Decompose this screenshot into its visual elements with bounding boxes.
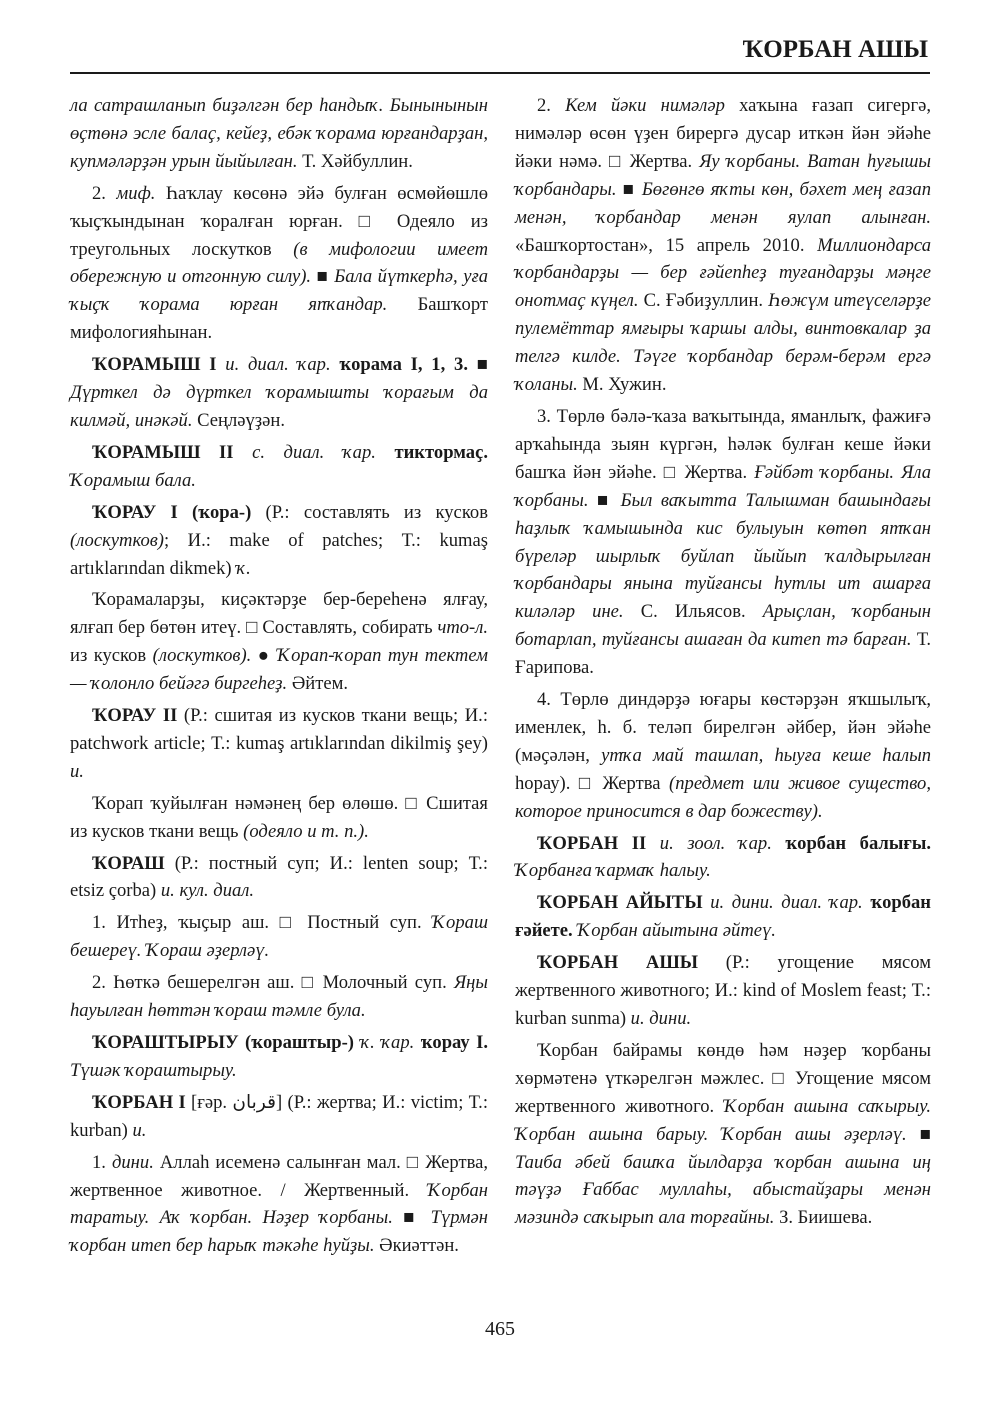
italic-text: и. дини. <box>630 1008 692 1029</box>
italic-text: и. <box>132 1119 147 1141</box>
headword: ҠОРАШТЫРЫУ (ҡораштыр-) <box>92 1032 354 1053</box>
entry-text: Сеңләүҙән. <box>192 409 286 431</box>
entry-text: Әкиәттән. <box>374 1235 459 1257</box>
italic-text: ҡ. <box>236 557 251 579</box>
italic-text: ҡ. ҡар. <box>353 1032 421 1053</box>
italic-text: дини. <box>111 1151 154 1173</box>
italic-text: Арыҫлан, ҡорбанын ботарлап, туйғансы ашаған да китеп тә барған. <box>515 601 931 651</box>
dictionary-entry <box>70 1089 488 1145</box>
headword: ҠОРБАН АЙЫТЫ <box>537 892 703 914</box>
entry-text: ■ <box>467 354 488 376</box>
entry-text: ■ <box>311 266 335 288</box>
dictionary-entry <box>515 949 931 1033</box>
italic-text: Түшәк ҡораштырыу. <box>70 1059 237 1081</box>
italic-text: и. диал. ҡар. <box>216 354 340 376</box>
italic-text: Ҡорамыш бала. <box>70 469 196 491</box>
entry-text: һорау). □ Жертва <box>515 772 670 794</box>
headword: ҠОРАУ II <box>92 705 178 727</box>
headword: тиктормаҫ. <box>394 441 488 463</box>
italic-text: миф. <box>116 182 156 204</box>
entry-text: (Р.: угощение мясом жертвенного животного; И.: kind of Moslem feast; Т.: kurban sunma) <box>515 952 932 1029</box>
italic-text: (в мифологии имеет обережную и отгонную силу). <box>70 238 488 288</box>
entry-text: М. Хужин. <box>577 374 667 396</box>
headword: ҠОРБАН АШЫ <box>537 952 699 974</box>
dictionary-entry <box>515 686 931 826</box>
italic-text: Яу ҡорбаны. Ватан һуғышы ҡорбандары. <box>515 150 931 200</box>
italic-text: Бөгөнгө яҡты көн, бәхет мең ғазап менән, ҡорбандар менән яулап алынған. <box>515 178 931 228</box>
header-rule <box>70 72 930 74</box>
entry-text: из кусков <box>70 645 153 667</box>
italic-text: Ғәйбәт ҡорбаны. Яла ҡорбаны. <box>515 461 931 511</box>
italic-text: ла сатрашланып биҙәлгән бер һандыҡ. Бынынынын өҫтөнә эсле балаҫ, кейеҙ, ебәк ҡорама юрғандарҙан, купмәләрҙән урын йыйылған. <box>70 95 488 172</box>
italic-text: Ҡорбан ашына саҡырыу. Ҡорбан ашына барыу. Ҡорбан ашы әҙерләү. <box>515 1095 931 1145</box>
page-number: 465 <box>485 1318 515 1340</box>
italic-text: что-л. <box>437 617 488 639</box>
headword: ҠОРБАН II <box>537 832 647 854</box>
headword: ҡорама I, 1, 3. <box>339 354 468 376</box>
dictionary-entry <box>70 1029 488 1085</box>
italic-text: Һөжүм итеүселәрҙе пулемёттар ямғыры ҡаршы алды, винтовкалар ҙа телгә килде. Тәүге ҡорбандар берәм-берәм ергә ҡоланы. <box>515 290 931 396</box>
italic-text: Дүрткел дә дүрткел ҡорамышты ҡорағым да килмәй, инәкәй. <box>70 382 488 431</box>
italic-text: и. кул. диал. <box>160 880 255 902</box>
entry-text: (Р.: постный суп; И.: lenten soup; Т.: etsiz çorba) <box>70 852 488 902</box>
entry-text: 2. <box>537 95 566 116</box>
dictionary-entry <box>515 889 931 945</box>
entry-text: [ғәр. قربان] (Р.: жертва; И.: victim; Т.: kurban) <box>70 1091 488 1141</box>
headword: ҠОРАШ <box>92 852 165 874</box>
italic-text: Ҡорбан айытына әйтеү. <box>572 920 776 942</box>
entry-text: 3. Төрлө бәлә-ҡаза ваҡытында, яманлыҡ, фажиғә арҡаһында зыян күргән, һәләк булған кеше йәки башҡа йән эйәһе. □ Жертва. <box>515 405 931 483</box>
headword: ҡорбан балығы. <box>785 832 931 854</box>
headword: ҠОРАМЫШ II <box>92 441 234 463</box>
headword: ҠОРАУ I (ҡора-) <box>92 501 252 523</box>
italic-text: Түрмән ҡорбан итеп бер һарыҡ тәкәһе һуйҙы. <box>70 1207 488 1257</box>
entry-text: Ҡорбан байрамы көндө һәм нәҙер ҡорбаны хөрмәтенә үткәрелгән мәжлес. □ Угощение мясом жертвенного животного. <box>515 1039 931 1117</box>
dictionary-entry <box>515 830 931 886</box>
italic-text: Бала йүткерһә, уға ҡыҫҡ ҡорама юрған япҡандар. <box>70 266 488 316</box>
headword: ҡорау I. <box>420 1032 488 1053</box>
italic-text: Кем йәки нимәләр <box>565 95 725 116</box>
entry-text: Т. Ғарипова. <box>515 629 931 679</box>
dictionary-entry <box>70 969 488 1025</box>
italic-text: Ҡорап-ҡорап тун тектем — ҡолонло бейәгә биргеһеҙ. <box>70 645 488 695</box>
entry-text: З. Биишева. <box>774 1207 873 1229</box>
italic-text: Ҡорбанға ҡармаҡ һалыу. <box>515 860 711 882</box>
italic-text: Ҡораш бешереү. Ҡораш әҙерләү. <box>70 912 488 962</box>
italic-text: (одеяло и т. п.). <box>243 820 369 842</box>
entry-text: Башҡорт мифологияһынан. <box>70 294 489 344</box>
entry-text: 1. Итһеҙ, ҡыҫыр аш. □ Постный суп. <box>92 912 433 934</box>
dictionary-entry <box>70 351 488 435</box>
entry-text: (Р.: составлять из кусков <box>251 501 488 523</box>
entry-text: Әйтем. <box>287 673 348 695</box>
dictionary-entry <box>70 586 488 698</box>
italic-text: Яңы һауылған һөттән ҡораш тәмле булa. <box>70 972 488 1022</box>
italic-text: Миллиондарса ҡорбандарҙы — бер ғәйепһеҙ туғандарҙы мәңге онотмаҫ күңел. <box>515 234 931 312</box>
entry-text: 2. <box>92 182 117 204</box>
dictionary-entry <box>70 439 488 495</box>
entry-text: (Р.: сшитая из кусков ткани вещь; И.: patchwork article; Т.: kumaş artıklarından dikilmiş şey) <box>70 705 488 754</box>
dictionary-entry <box>70 1149 488 1261</box>
dictionary-entry <box>515 92 931 399</box>
italic-text: (лоскутков) <box>70 529 165 551</box>
italic-text: Ҡорбан таратыу. Аҡ ҡорбан. Нәҙер ҡорбаны. <box>70 1179 488 1229</box>
dictionary-entry <box>515 403 931 682</box>
dictionary-entry <box>70 790 488 846</box>
entry-text: хаҡына ғазап сигергә, нимәләр өсөн үҙен бирергә дусар иткән йән эйәһе йәки нәмә. □ Жертва. <box>515 95 932 172</box>
italic-text: (предмет или живое существо, которое приносится в дар божеству). <box>515 772 931 822</box>
entry-text: ; И.: make of patches; Т.: kumaş artıklarından dikmek) <box>70 529 488 579</box>
entry-text: 1. <box>92 1151 112 1173</box>
entry-text: «Башҡортостан», 15 апрель 2010. <box>515 234 818 256</box>
italic-text: (лоскутков). <box>152 645 252 667</box>
italic-text: и. <box>70 760 84 782</box>
entry-text: С. Ғәбиҙуллин. <box>638 290 769 312</box>
entry-text: ■ <box>616 178 642 200</box>
entry-text: ● <box>251 645 278 667</box>
dictionary-entry <box>70 702 488 786</box>
entry-text: ■ <box>906 1123 931 1145</box>
dictionary-entry <box>70 180 488 347</box>
entry-text: 4. Төрлө диндәрҙә юғары көстәрҙән яҡшылыҡ, именлек, һ. б. теләп бирелгән әйбер, йән эйәһе (мәҫәлән, <box>515 689 931 766</box>
dictionary-entry <box>70 850 488 906</box>
entry-text: 2. Һөткә бешерелгән аш. □ Молочный суп. <box>92 972 454 994</box>
entry-text: ■ <box>392 1207 431 1229</box>
right-column <box>515 92 931 1236</box>
entry-text: ■ <box>588 489 621 511</box>
entry-text: Т. Хәйбуллин. <box>297 150 413 172</box>
italic-text: Был ваҡытта Талышман башындағы һаҙлыҡ ҡамышында кис булыуын көтөп ятҡан бүреләр шырлыҡ буйлап йыйып ҡалдырылған ҡорбандары янына туйғансы һутлы ит ашарға киләләр ине. <box>515 489 931 623</box>
entry-text: Ҡорап ҡуйылған нәмәнең бер өлөшө. □ Сшитая из кусков ткани вещь <box>70 792 488 842</box>
entry-text: Һаҡлау көсөнә эйә булған өсмөйөшлө ҡыҫҡындынан ҡоралған юрған. □ Одеяло из треугольных лоскутков <box>70 182 489 260</box>
italic-text: утҡа май ташлап, һыуға кеше һалып <box>601 744 931 766</box>
dictionary-entry <box>70 909 488 965</box>
entry-text: С. Ильясов. <box>623 601 763 623</box>
headword: ҡорбан ғәйете. <box>515 892 932 942</box>
dictionary-entry <box>515 1037 931 1232</box>
entry-text: Ҡорамаларҙы, киҫәктәрҙе бер-береһенә ялғау, ялғап бер бөтөн итеү. □ Составлять, собирать <box>70 589 488 639</box>
headword: ҠОРАМЫШ I <box>92 354 217 376</box>
dictionary-entry <box>70 92 488 176</box>
italic-text: и. зоол. ҡар. <box>646 832 786 854</box>
headword: ҠОРБАН I <box>92 1091 186 1113</box>
left-column <box>70 92 488 1264</box>
italic-text: и. дини. диал. ҡар. <box>702 892 871 914</box>
italic-text: Таиба әбей башҡа йылдарҙа ҡорбан ашына иң тәүҙә Ғаббас муллаһы, абыстайҙары менән мәзиндә саҡырып ала торғайны. <box>515 1151 931 1229</box>
dictionary-entry <box>70 499 488 583</box>
entry-text: Аллаһ исеменә салынған мал. □ Жертва, жертвенное животное. / Жертвенный. <box>70 1151 489 1201</box>
italic-text: с. диал. ҡар. <box>233 441 395 463</box>
running-head: ҠОРБАН АШЫ <box>742 36 928 63</box>
